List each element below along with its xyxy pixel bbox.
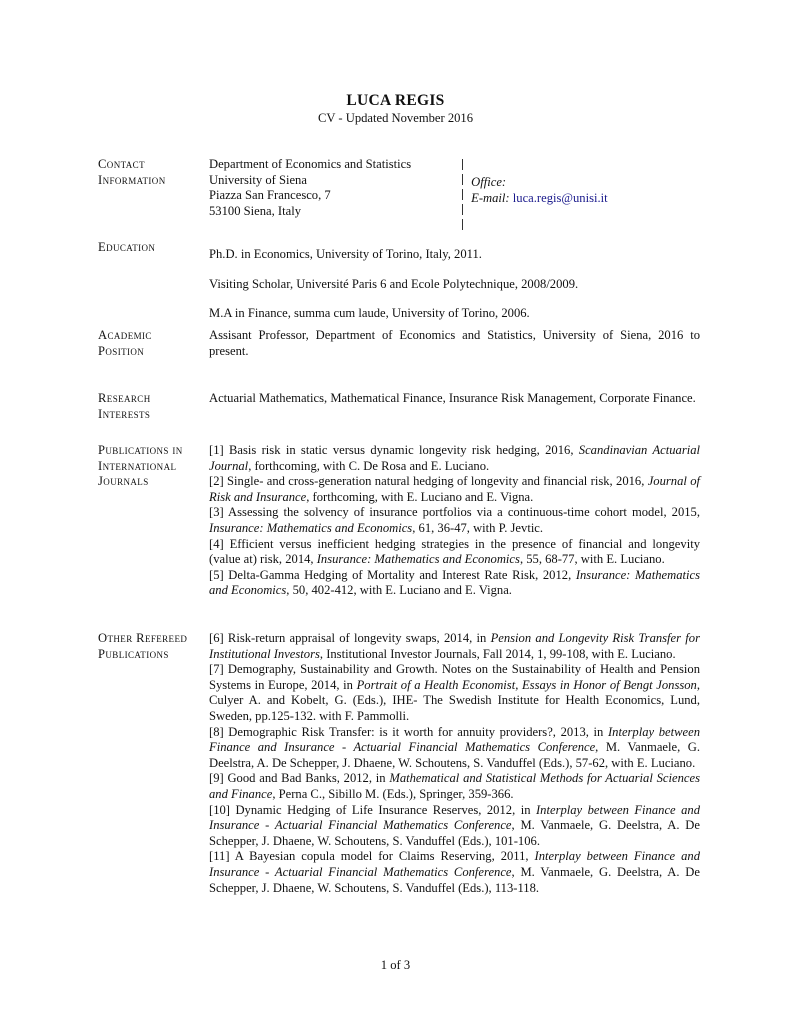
pub-text: , forthcoming, with E. Luciano and E. Vigna. [306,489,534,504]
pub-text: [5] Delta-Gamma Hedging of Mortality and Interest Rate Risk, 2012, [209,567,576,582]
pub-text: [11] A Bayesian copula model for Claims Reserving, 2011, [209,849,535,864]
cv-subtitle: CV - Updated November 2016 [317,111,474,125]
pub-text: , forthcoming, with C. De Rosa and E. Luciano. [248,458,490,473]
pub-venue: Insurance: Mathematics and Economics [209,520,413,535]
pub-text: , M. Vanmaele, G. Deelstra, A. De Schepper, J. Dhaene, W. Schoutens, S. Vanduffel (Eds.), 101-106. [209,818,700,848]
contact-divider [462,157,463,232]
pub-venue: Interplay between Finance and Insurance - Actuarial Financial Mathematics Conference [209,849,700,879]
pub-venue: Pension and Longevity Risk Transfer for Institutional Investors [209,631,700,661]
journals-label [98,443,206,490]
address-line: Department of Economics and Statistics [209,157,412,171]
page-number: 1 of 3 [380,958,411,972]
other-pubs-section [98,631,700,896]
journals-list [209,443,700,599]
pub-venue: Portrait of a Health Economist, Essays in Honor of Bengt Jonsson [356,677,697,692]
pub-venue: Insurance: Mathematics and Economics [316,552,520,567]
cv-header [0,91,791,126]
pub-venue: Interplay between Finance and Insurance - Actuarial Financial Mathematics Conference [209,724,700,755]
pub-text: [6] Risk-return appraisal of longevity swaps, 2014, in [209,631,491,645]
publication-item [209,505,700,536]
other-label-line: Publications [98,646,169,661]
journals-section [98,443,700,599]
contact-details [471,157,607,232]
contact-section [98,157,700,232]
education-section [98,240,700,336]
position-text: Assisant Professor, Department of Economics and Statistics, University of Siena, 2016 to present. [209,328,700,358]
pub-text: [4] Efficient versus inefficient hedging strategies in the presence of financial and longevity (value at) risk, 2014, [209,536,700,567]
publication-item [209,443,700,474]
education-item: Visiting Scholar, Université Paris 6 and Ecole Polytechnique, 2008/2009. [209,276,579,291]
office-label: Office: [471,175,507,189]
address-line: University of Siena [209,172,307,187]
publication-item [209,474,700,505]
research-label-line: Research [98,391,151,405]
education-label [98,240,206,256]
pub-text: [7] Demography, Sustainability and Growth. Notes on the Sustainability of Health and Pension Systems in Europe, 2014, in [209,662,700,692]
pub-text: [9] Good and Bad Banks, 2012, in [209,771,390,786]
pub-venue: Mathematical and Statistical Methods for Actuarial Sciences and Finance [209,771,700,801]
contact-label-line: Information [98,172,166,187]
contact-label [98,157,206,188]
publication-item [209,662,700,724]
other-pubs-list [209,631,700,896]
publication-item [209,803,700,850]
publication-item [209,631,700,662]
publication-item [209,568,700,599]
position-label-line: Position [98,343,145,358]
pub-text: , 55, 68-77, with E. Luciano. [519,552,665,567]
journals-label-line: International [98,458,177,473]
pub-text: , 61, 36-47, with P. Jevtic. [412,520,544,535]
address-line: Piazza San Francesco, 7 [209,188,331,203]
address-block [209,157,411,232]
pub-text: [10] Dynamic Hedging of Life Insurance Reserves, 2012, in [209,802,536,817]
publication-item [209,537,700,568]
pub-venue: Journal of Risk and Insurance [209,474,700,504]
address-line: 53100 Siena, Italy [209,203,301,218]
pub-venue: Insurance: Mathematics and Economics [209,567,700,598]
other-label-line: Other Refereed [98,631,188,645]
pub-text: , 50, 402-412, with E. Luciano and E. Vigna. [286,583,512,598]
pub-text: , Institutional Investor Journals, Fall 2014, 1, 99-108, with E. Luciano. [319,646,676,661]
pub-text: , M. Vanmaele, G. Deelstra, A. De Schepper, J. Dhaene, W. Schoutens, S. Vanduffel (Eds.), 57-62, with E. Luciano. [209,740,700,770]
position-label-line: Academic [98,328,152,342]
contact-block [209,157,700,232]
pub-text: , M. Vanmaele, G. Deelstra, A. De Schepper, J. Dhaene, W. Schoutens, S. Vanduffel (Eds.), 113-118. [209,864,700,895]
other-pubs-label [98,631,206,662]
person-name: LUCA REGIS [346,92,445,109]
research-label-line: Interests [98,406,151,421]
email-label: E-mail: [471,190,510,205]
journals-label-line: Journals [98,474,149,489]
publication-item [209,771,700,802]
pub-text: [3] Assessing the solvency of insurance portfolios via a continuous-time cohort model, 2015, [209,505,700,520]
education-item: M.A in Finance, summa cum laude, University of Torino, 2006. [209,306,530,321]
pub-venue: Interplay between Finance and Insurance - Actuarial Financial Mathematics Conference [209,802,700,833]
research-section [98,391,700,421]
position-section [98,328,700,359]
education-item: Ph.D. in Economics, University of Torino, Italy, 2011. [209,247,482,261]
publication-item [209,849,700,896]
pub-text: , Perna C., Sibillo M. (Eds.), Springer, 359-366. [272,786,514,801]
pub-text: [8] Demographic Risk Transfer: is it worth for annuity providers?, 2013, in [209,724,608,739]
email-link[interactable]: luca.regis@unisi.it [512,190,608,205]
research-text: Actuarial Mathematics, Mathematical Finance, Insurance Risk Management, Corporate Finance. [209,391,696,405]
education-label-line: Education [98,240,156,254]
education-list [209,240,700,322]
publication-item [209,725,700,772]
research-label [98,391,206,422]
pub-text: [2] Single- and cross-generation natural hedging of longevity and financial risk, 2016, [209,474,648,489]
journals-label-line: Publications in [98,443,183,457]
pub-text: , Culyer A. and Kobelt, G. (Eds.), IHE- The Swedish Institute for Health Economics, Lund, Sweden, pp.125-132. with F. Pammolli. [209,677,700,723]
pub-text: [1] Basis risk in static versus dynamic longevity risk hedging, 2016, [209,443,579,457]
pub-venue: Scandinavian Actuarial Journal [209,443,701,473]
contact-label-line: Contact [98,157,145,171]
position-label [98,328,206,359]
